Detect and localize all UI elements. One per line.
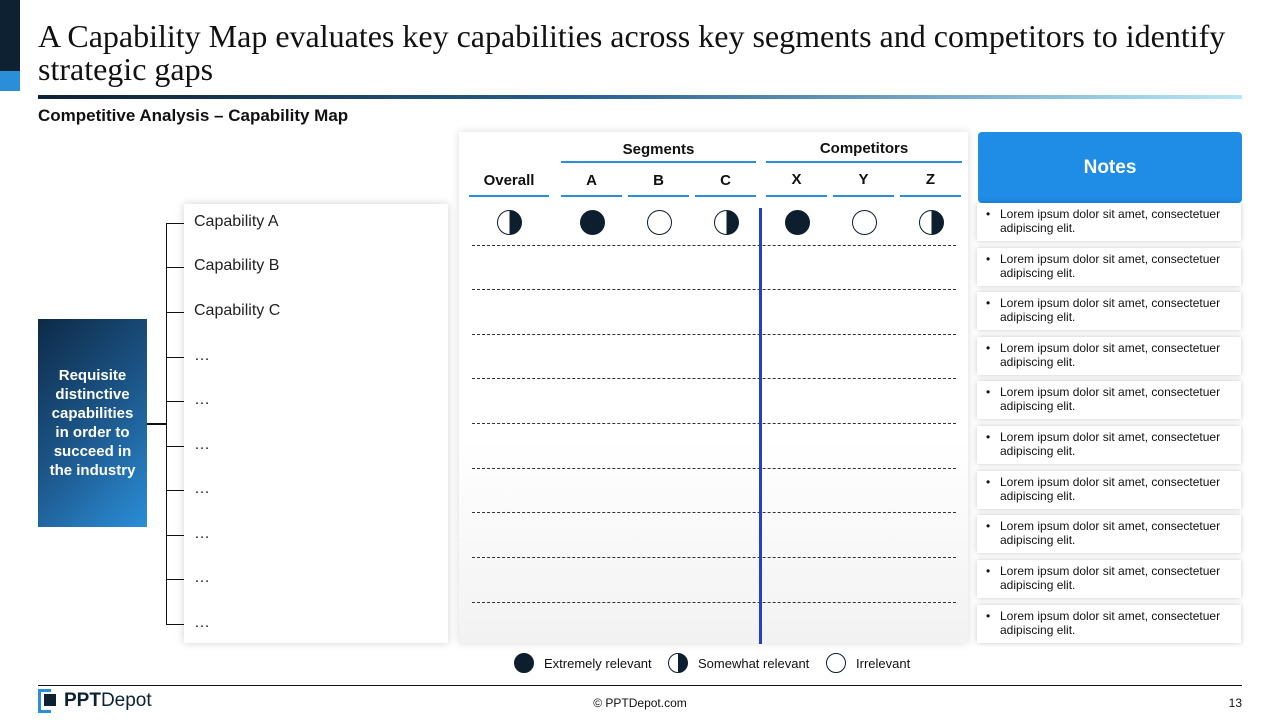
tree-branch — [166, 223, 184, 224]
notes-header: Notes — [978, 132, 1242, 203]
note-item — [977, 292, 1241, 330]
column-header-rule — [695, 195, 756, 197]
logo-text-bold: PPT — [64, 690, 101, 711]
segments-rule — [561, 161, 756, 163]
tree-spine — [166, 223, 167, 625]
legend-irrelevant — [826, 653, 910, 673]
row-separator — [472, 378, 956, 379]
tree-branch — [166, 312, 184, 313]
legend-label-irrelevant: Irrelevant — [856, 655, 911, 671]
tree-branch — [166, 446, 184, 447]
half-circle-icon — [714, 210, 739, 235]
note-item — [977, 248, 1241, 286]
competitors-rule — [766, 161, 962, 163]
bullet-icon: • — [986, 430, 991, 444]
tree-connector — [147, 423, 167, 425]
segments-competitors-divider — [759, 208, 762, 644]
bullet-icon: • — [986, 519, 991, 533]
capability-label: Capability B — [194, 257, 280, 274]
column-header: B — [653, 172, 664, 189]
bullet-icon: • — [986, 341, 991, 355]
bullet-icon: • — [986, 609, 991, 623]
accent-bar — [0, 0, 20, 91]
column-header: Y — [858, 171, 869, 188]
column-header: X — [791, 171, 802, 188]
note-item — [977, 605, 1241, 643]
requisite-capabilities-text: Requisite distinctive capabilities in order to succeed in the industry — [49, 367, 136, 479]
full-circle-icon — [580, 210, 605, 235]
full-circle-icon — [514, 653, 534, 673]
bullet-icon: • — [986, 475, 991, 489]
legend-label-extremely: Extremely relevant — [544, 655, 652, 671]
note-item — [977, 471, 1241, 509]
column-header-rule — [469, 195, 549, 197]
column-header: A — [586, 172, 597, 189]
half-circle-icon — [919, 210, 944, 235]
legend-somewhat-relevant — [668, 653, 809, 673]
note-item — [977, 426, 1241, 464]
tree-branch — [166, 624, 184, 625]
note-item — [977, 381, 1241, 419]
capability-label: … — [194, 391, 210, 408]
note-text: Lorem ipsum dolor sit amet, consectetuer adipiscing elit. — [1000, 564, 1221, 592]
column-header: C — [720, 172, 731, 189]
column-header-rule — [833, 195, 894, 197]
requisite-capabilities-box — [38, 319, 147, 527]
tree-branch — [166, 401, 184, 402]
empty-circle-icon — [647, 210, 672, 235]
row-separator — [472, 289, 956, 290]
capability-label: Capability C — [194, 302, 281, 319]
capability-label: … — [194, 569, 210, 586]
note-item — [977, 515, 1241, 553]
column-header-rule — [628, 195, 689, 197]
capability-label: Capability A — [194, 213, 279, 230]
capability-matrix-panel — [459, 132, 968, 643]
logo-text-rest: Depot — [100, 690, 152, 711]
bullet-icon: • — [986, 296, 991, 310]
bullet-icon: • — [986, 207, 991, 221]
note-text: Lorem ipsum dolor sit amet, consectetuer adipiscing elit. — [1000, 519, 1221, 547]
row-separator — [472, 468, 956, 469]
column-header-rule — [900, 195, 961, 197]
tree-branch — [166, 579, 184, 580]
bullet-icon: • — [986, 252, 991, 266]
note-item — [977, 560, 1241, 598]
row-separator — [472, 245, 956, 246]
legend-extremely-relevant — [514, 653, 652, 673]
column-header: Z — [925, 171, 936, 188]
tree-branch — [166, 535, 184, 536]
legend-label-somewhat: Somewhat relevant — [698, 655, 810, 671]
footer-rule — [38, 685, 1242, 686]
row-separator — [472, 602, 956, 603]
half-circle-icon — [497, 210, 522, 235]
row-separator — [472, 423, 956, 424]
page-number: 13 — [1228, 696, 1242, 710]
row-separator — [472, 512, 956, 513]
title-rule — [38, 95, 1242, 99]
capability-label: … — [194, 614, 210, 631]
page-subtitle: Competitive Analysis – Capability Map — [38, 106, 349, 125]
bullet-icon: • — [986, 564, 991, 578]
column-header-rule — [561, 195, 622, 197]
full-circle-icon — [785, 210, 810, 235]
tree-branch — [166, 357, 184, 358]
capability-label: … — [194, 436, 210, 453]
capability-label: … — [194, 347, 210, 364]
note-text: Lorem ipsum dolor sit amet, consectetuer adipiscing elit. — [1000, 385, 1221, 413]
note-item — [977, 337, 1241, 375]
note-text: Lorem ipsum dolor sit amet, consectetuer adipiscing elit. — [1000, 252, 1221, 280]
page-title: A Capability Map evaluates key capabilities across key segments and competitors to identify strategic gaps — [38, 18, 1226, 87]
note-text: Lorem ipsum dolor sit amet, consectetuer adipiscing elit. — [1000, 430, 1221, 458]
note-text: Lorem ipsum dolor sit amet, consectetuer adipiscing elit. — [1000, 475, 1221, 503]
copyright: © PPTDepot.com — [593, 696, 687, 710]
tree-branch — [166, 490, 184, 491]
competitors-header: Competitors — [819, 140, 909, 157]
empty-circle-icon — [852, 210, 877, 235]
note-item — [977, 203, 1241, 241]
column-header-rule — [766, 195, 827, 197]
row-separator — [472, 334, 956, 335]
row-separator — [472, 557, 956, 558]
bullet-icon: • — [986, 385, 991, 399]
capability-label: … — [194, 480, 210, 497]
segments-header: Segments — [622, 141, 695, 158]
note-text: Lorem ipsum dolor sit amet, consectetuer adipiscing elit. — [1000, 341, 1221, 369]
note-text: Lorem ipsum dolor sit amet, consectetuer adipiscing elit. — [1000, 296, 1221, 324]
half-circle-icon — [668, 653, 688, 673]
note-text: Lorem ipsum dolor sit amet, consectetuer adipiscing elit. — [1000, 609, 1221, 637]
capability-label: … — [194, 525, 210, 542]
column-header: Overall — [483, 172, 535, 189]
empty-circle-icon — [826, 653, 846, 673]
note-text: Lorem ipsum dolor sit amet, consectetuer adipiscing elit. — [1000, 207, 1221, 235]
tree-branch — [166, 267, 184, 268]
